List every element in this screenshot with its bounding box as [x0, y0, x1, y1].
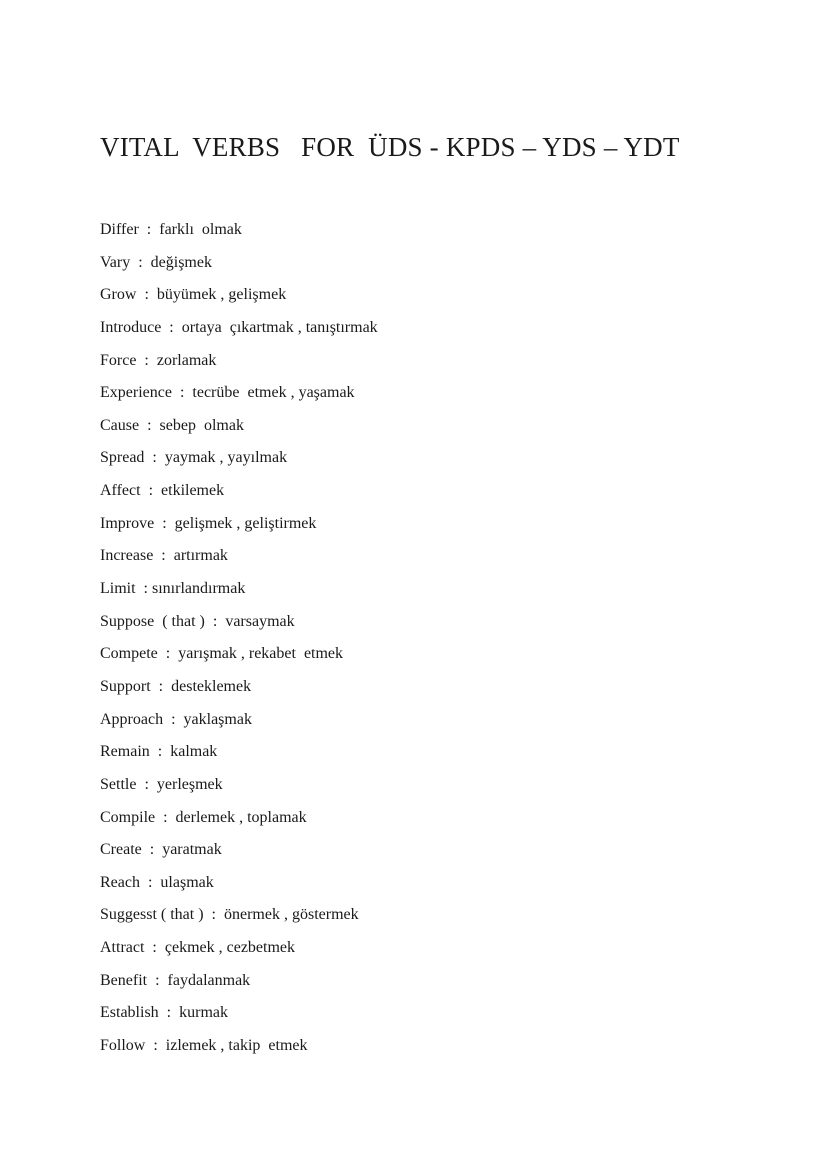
list-item: Attract : çekmek , cezbetmek — [100, 939, 296, 957]
list-item: Grow : büyümek , gelişmek — [100, 286, 287, 304]
list-item: Suggesst ( that ) : önermek , göstermek — [100, 906, 359, 924]
list-item: Remain : kalmak — [100, 743, 218, 761]
list-item: Differ : farklı olmak — [100, 221, 242, 238]
list-item: Affect : etkilemek — [100, 482, 225, 500]
list-item: Improve : gelişmek , geliştirmek — [100, 514, 317, 532]
list-item: Vary : değişmek — [100, 253, 212, 271]
list-item: Compete : yarışmak , rekabet etmek — [100, 645, 344, 663]
list-item: Introduce : ortaya çıkartmak , tanıştırmak — [100, 318, 378, 336]
list-item: Benefit : faydalanmak — [100, 971, 251, 989]
list-item: Establish : kurmak — [100, 1004, 228, 1022]
page-title: VITAL VERBS FOR ÜDS - KPDS – YDS – YDT — [100, 132, 680, 162]
list-item: Approach : yaklaşmak — [100, 710, 252, 728]
verb-list — [100, 218, 378, 1067]
list-item: Increase : artırmak — [100, 547, 228, 565]
list-item: Support : desteklemek — [100, 677, 252, 695]
list-item: Cause : sebep olmak — [100, 416, 244, 434]
list-item: Force : zorlamak — [100, 351, 217, 369]
list-item: Reach : ulaşmak — [100, 873, 214, 891]
list-item: Create : yaratmak — [100, 841, 222, 859]
list-item: Suppose ( that ) : varsaymak — [100, 612, 295, 630]
list-item: Compile : derlemek , toplamak — [100, 808, 307, 826]
list-item: Follow : izlemek , takip etmek — [100, 1037, 308, 1055]
list-item: Limit : sınırlandırmak — [100, 580, 246, 598]
list-item: Spread : yaymak , yayılmak — [100, 449, 288, 467]
list-item: Experience : tecrübe etmek , yaşamak — [100, 384, 355, 402]
list-item: Settle : yerleşmek — [100, 775, 223, 793]
